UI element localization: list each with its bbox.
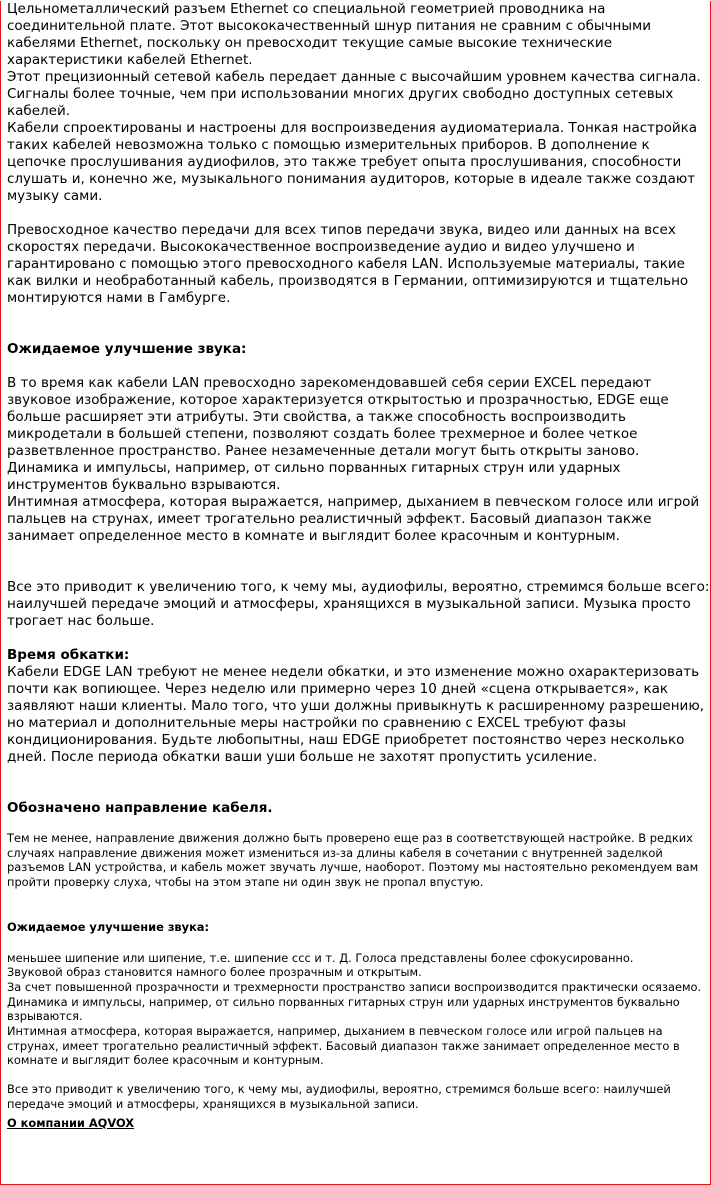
section-heading-sound: Ожидаемое улучшение звука:	[7, 341, 247, 357]
section-heading-burnin: Время обкатки:	[7, 647, 130, 663]
sound2-paragraph-4: Интимная атмосфера, которая выражается, например, дыханием в певческом голосе или игрой пальцев на струнах, имеет трогательно реалистичный эффект. Басовый диапазон также занимает определенное место в комнате и выглядит более красочным и контурным.	[7, 1024, 680, 1068]
section-heading-direction: Обозначено направление кабеля.	[7, 800, 273, 816]
section-heading-sound-2: Ожидаемое улучшение звука:	[7, 919, 210, 934]
direction-paragraph: Тем не менее, направление движения должно быть проверено еще раз в соответствующей настройке. В редких случаях направление движения может измениться из-за длины кабеля в сочетании с внутренней заделкой разъемов LAN устройства, и кабель может звучать лучше, наоборот. Поэтому мы настоятельно рекомендуем вам пройти проверку слуха, чтобы на этом этапе ни один звук не пропал впустую.	[7, 831, 699, 890]
about-company-link[interactable]: О компании AQVOX	[7, 1115, 135, 1130]
sound2-paragraph-1: меньшее шипение или шипение, т.е. шипение ссс и т. Д. Голоса представлены более сфокусированно.	[7, 950, 634, 965]
sound-paragraph-3: Все это приводит к увеличению того, к чему мы, аудиофилы, вероятно, стремимся больше всего: наилучшей передаче эмоций и атмосферы, хранящихся в музыкальной записи. Музыка просто трогает нас больше.	[7, 579, 710, 629]
sound-paragraph-1: В то время как кабели LAN превосходно зарекомендовавшей себя серии EXCEL передают звуковое изображение, которое характеризуется открытостью и прозрачностью, EDGE еще больше расширяет эти атрибуты. Эти свойства, а также способность воспроизводить микродетали в большей степени, позволяют создать более трехмерное и более четкое разветвленное пространство. Ранее незамеченные детали могут быть открыты заново. Динамика и импульсы, например, от сильно порванных гитарных струн или ударных инструментов буквально взрываются.	[7, 375, 669, 493]
intro-paragraph-4: Превосходное качество передачи для всех типов передачи звука, видео или данных на всех скоростях передачи. Высококачественное воспроизведение аудио и видео улучшено и гарантировано с помощью этого превосходного кабеля LAN. Используемые материалы, такие как вилки и необработанный кабель, производятся в Германии, оптимизируются и тщательно монтируются нами в Гамбурге.	[7, 222, 689, 306]
sound2-paragraph-2: Звуковой образ становится намного более прозрачным и открытым.	[7, 965, 422, 980]
content-frame	[0, 1, 711, 1185]
intro-paragraph-2: Этот прецизионный сетевой кабель передает данные с высочайшим уровнем качества сигнала. Сигналы более точные, чем при использовании многих других свободно доступных сетевых кабелей.	[7, 69, 701, 119]
intro-paragraph-1: Цельнометаллический разъем Ethernet со специальной геометрией проводника на соединительной плате. Этот высококачественный шнур питания не сравним с обычными кабелями Ethernet, поскольку он превосходит текущие самые высокие технические характеристики кабелей Ethernet.	[7, 1, 652, 68]
sound2-paragraph-3: За счет повышенной прозрачности и трехмерности пространство записи воспроизводится практически осязаемо. Динамика и импульсы, например, от сильно порванных гитарных струн или ударных инструментов буквально взрываются.	[7, 979, 702, 1024]
intro-paragraph-3: Кабели спроектированы и настроены для воспроизведения аудиоматериала. Тонкая настройка таких кабелей невозможна только с помощью измерительных приборов. В дополнение к цепочке прослушивания аудиофилов, это также требует опыта прослушивания, способности слушать и, конечно же, музыкального понимания аудиторов, которые в идеале также создают музыку сами.	[7, 120, 698, 204]
sound2-paragraph-5: Все это приводит к увеличению того, к чему мы, аудиофилы, вероятно, стремимся больше всего: наилучшей передаче эмоций и атмосферы, хранящихся в музыкальной записи.	[7, 1082, 671, 1111]
burnin-paragraph: Кабели EDGE LAN требуют не менее недели обкатки, и это изменение можно охарактеризовать почти как вопиющее. Через неделю или примерно через 10 дней «сцена открывается», как заявляют наши клиенты. Мало того, что уши должны привыкнуть к расширенному разрешению, но материал и дополнительные меры настройки по сравнению с EXCEL требуют фазы кондиционирования. Будьте любопытны, наш EDGE приобретет постоянство через несколько дней. После периода обкатки ваши уши больше не захотят пропустить усиление.	[7, 664, 704, 765]
sound-paragraph-2: Интимная атмосфера, которая выражается, например, дыханием в певческом голосе или игрой пальцев на струнах, имеет трогательно реалистичный эффект. Басовый диапазон также занимает определенное место в комнате и выглядит более красочным и контурным.	[7, 494, 700, 544]
